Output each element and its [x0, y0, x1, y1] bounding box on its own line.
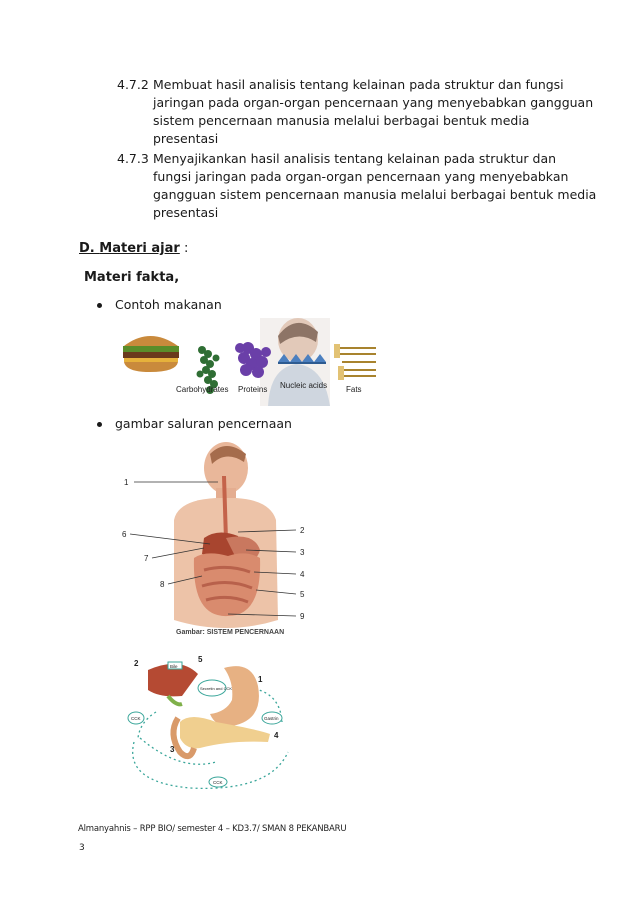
objective-line: Membuat hasil analisis tentang kelainan pada struktur dan fungsi	[153, 77, 564, 92]
digestive-system-figure	[118, 440, 318, 640]
burger-icon	[123, 336, 179, 372]
objective-number: 4.7.3	[117, 151, 149, 166]
objective-line: presentasi	[153, 205, 219, 220]
objective-line: gangguan sistem pencernaan manusia melalui berbagai bentuk media	[153, 187, 597, 202]
figure-caption: Gambar: SISTEM PENCERNAAN	[176, 629, 285, 636]
label-number: 7	[144, 554, 149, 563]
label-number: 9	[300, 612, 305, 621]
bullet-text: Contoh makanan	[115, 297, 222, 312]
liver-illustration	[148, 664, 198, 704]
subheading: Materi fakta,	[84, 270, 180, 285]
objective-4-7-2	[117, 76, 594, 148]
label-cck: CCK	[131, 716, 141, 721]
label-number: 2	[300, 526, 305, 535]
label-nucleic-acids: Nucleic acids	[280, 381, 328, 390]
objective-number: 4.7.2	[117, 77, 149, 92]
section-title: Materi ajar	[99, 241, 180, 256]
section-heading	[79, 241, 188, 256]
label-bile: Bile	[170, 664, 178, 669]
digestive-hormones-figure	[120, 652, 300, 792]
label-number: 6	[122, 530, 127, 539]
label-fats: Fats	[346, 385, 362, 394]
section-prefix: D.	[79, 241, 100, 256]
food-macromolecules-figure	[120, 318, 382, 406]
label-number: 4	[300, 570, 305, 579]
label-number: 1	[124, 478, 129, 487]
page-number: 3	[79, 843, 85, 853]
bullet-dot	[97, 422, 102, 427]
label-number: 5	[198, 655, 203, 664]
objective-line: jaringan pada organ-organ pencernaan yang menyebabkan gangguan	[153, 95, 594, 110]
bullet-text: gambar saluran pencernaan	[115, 416, 292, 431]
label-number: 4	[274, 731, 279, 740]
label-number: 2	[134, 659, 139, 668]
fat-molecules-icon	[334, 344, 376, 380]
section-suffix: :	[179, 241, 189, 256]
label-carbohydrates: Carbohydrates	[176, 385, 229, 394]
objective-line: presentasi	[153, 131, 219, 146]
objective-line: Menyajikankan hasil analisis tentang kelainan pada struktur dan	[153, 151, 557, 166]
bullet-dot	[97, 303, 102, 308]
label-proteins: Proteins	[238, 385, 268, 394]
label-number: 3	[170, 745, 175, 754]
label-number: 8	[160, 580, 165, 589]
label-cck: CCK	[213, 780, 223, 785]
objective-4-7-3	[117, 150, 597, 222]
label-number: 5	[300, 590, 305, 599]
label-secretin-cck: Secretin and CCK	[200, 686, 233, 691]
label-gastrin: Gastrin	[264, 716, 279, 721]
page-footer: Almanyahnis – RPP BIO/ semester 4 – KD3.7/ SMAN 8 PEKANBARU	[78, 824, 347, 834]
label-number: 3	[300, 548, 305, 557]
objective-line: sistem pencernaan manusia melalui berbagai bentuk media	[153, 113, 530, 128]
objective-line: fungsi jaringan pada organ-organ pencernaan yang menyebabkan	[153, 169, 569, 184]
label-number: 1	[258, 675, 263, 684]
